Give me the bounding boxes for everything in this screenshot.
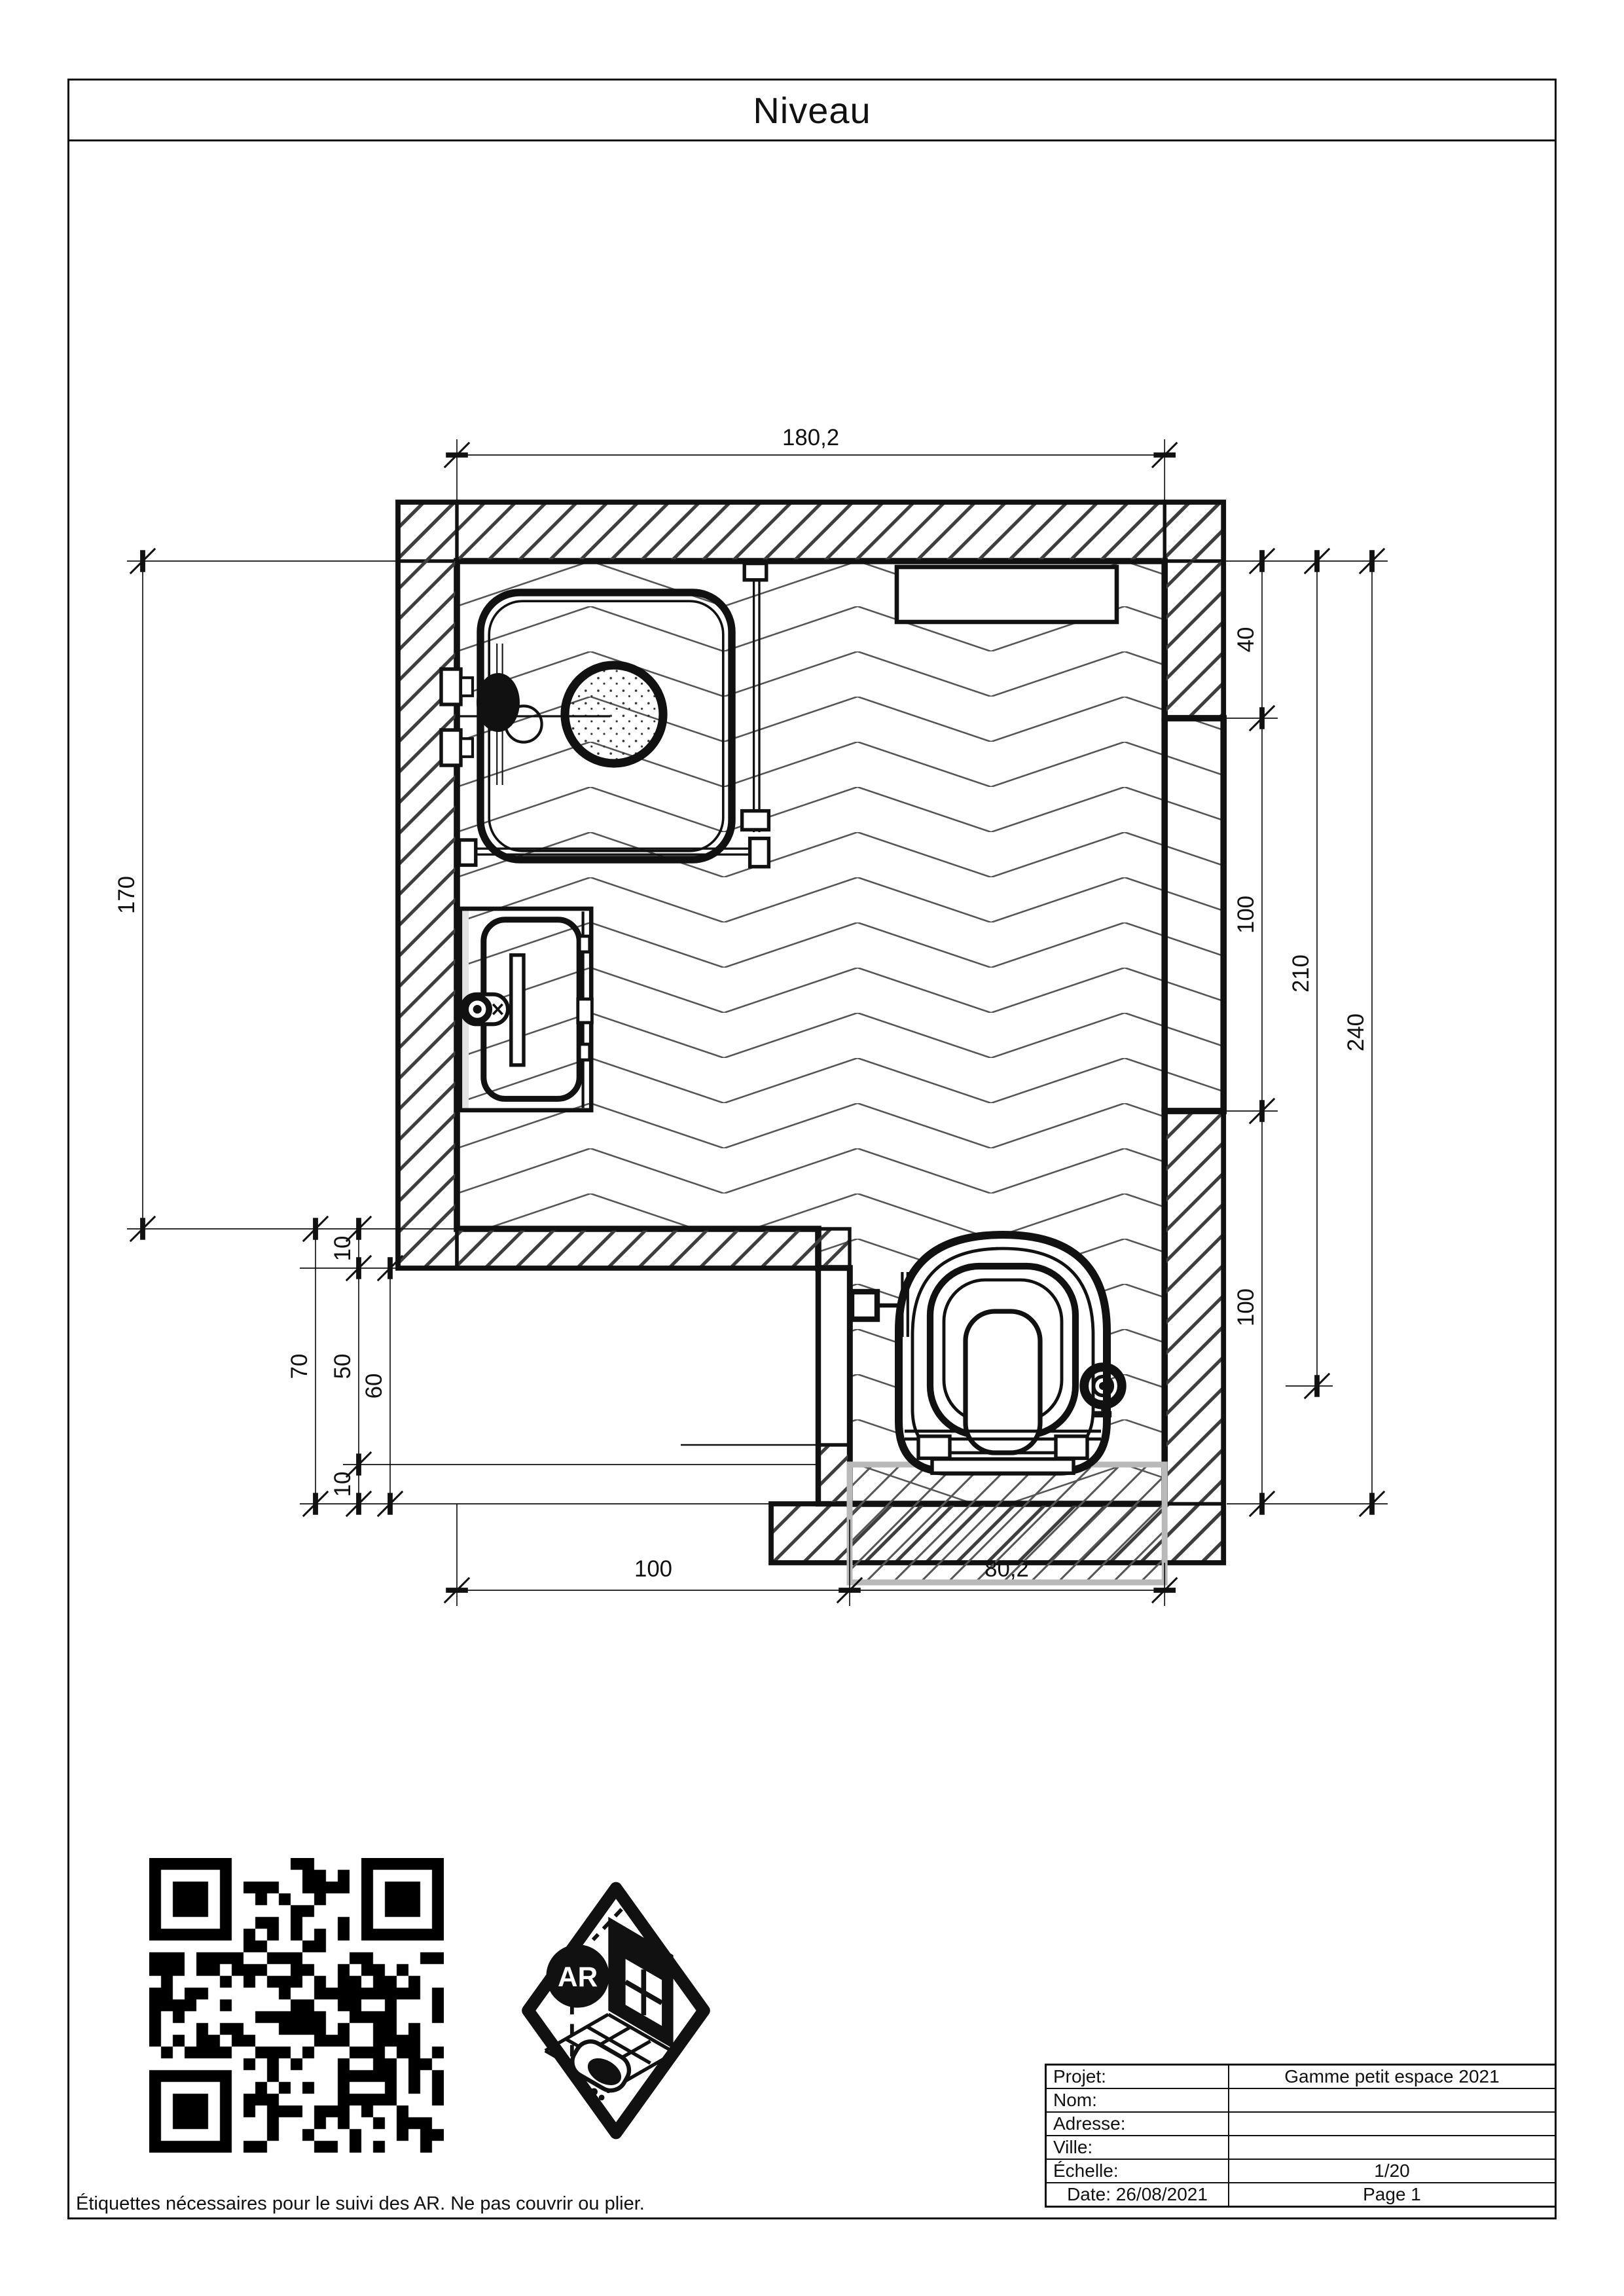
nom-value — [1229, 2088, 1556, 2112]
title-block-row-nom — [1046, 2088, 1556, 2112]
dim-bottom-left: 100 — [634, 1556, 673, 1582]
dim-left: 170 — [113, 875, 139, 915]
wall-left — [398, 502, 457, 1268]
dim-right-mid: 100 — [1233, 895, 1259, 934]
wall-lower-left — [457, 1229, 850, 1268]
footer-note: Étiquettes nécessaires pour le suivi des AR. Ne pas couvrir ou plier. — [76, 2193, 645, 2214]
ar-drip-2 — [599, 2094, 605, 2100]
nom-label: Nom: — [1046, 2088, 1229, 2112]
projet-value: Gamme petit espace 2021 — [1229, 2065, 1556, 2089]
ar-badge — [520, 1880, 712, 2141]
wall-top — [398, 502, 1223, 561]
dim-right-top: 40 — [1233, 627, 1259, 653]
adresse-value — [1229, 2112, 1556, 2136]
page-title: Niveau — [753, 89, 871, 131]
dim-top: 180,2 — [782, 425, 840, 450]
vanity-handle — [511, 955, 524, 1065]
toilet — [899, 1235, 1107, 1473]
echelle-label: Échelle: — [1046, 2159, 1229, 2183]
title-block — [1045, 2064, 1557, 2208]
dim-left-seg-top: 10 — [329, 1235, 355, 1262]
floor-plan — [84, 373, 1439, 1669]
title-block-row-echelle — [1046, 2159, 1556, 2183]
dim-bottom-right: 80,2 — [984, 1556, 1029, 1582]
dim-left-total: 70 — [286, 1353, 312, 1379]
wall-right-lower — [1164, 1111, 1223, 1563]
shower-drain — [565, 665, 663, 763]
ville-value — [1229, 2136, 1556, 2159]
page-number: Page 1 — [1229, 2183, 1556, 2207]
title-block-row-projet — [1046, 2065, 1556, 2089]
echelle-value: 1/20 — [1229, 2159, 1556, 2183]
projet-label: Projet: — [1046, 2065, 1229, 2089]
ar-drip-1 — [590, 2088, 598, 2096]
dim-left-seg-bot: 10 — [329, 1471, 355, 1497]
title-block-row-date-page — [1046, 2183, 1556, 2207]
wall-step-hatched — [818, 1445, 850, 1504]
ar-drip-3 — [606, 2088, 611, 2093]
title-bar — [67, 79, 1557, 141]
adresse-label: Adresse: — [1046, 2112, 1229, 2136]
dim-left-cum: 60 — [361, 1373, 387, 1399]
dim-right-total: 240 — [1343, 1013, 1369, 1052]
dim-left-seg-mid: 50 — [329, 1353, 355, 1379]
vanity-faucet — [461, 994, 508, 1025]
dim-right-inner-total: 210 — [1288, 954, 1314, 993]
qr-code — [149, 1858, 444, 2153]
ville-label: Ville: — [1046, 2136, 1229, 2159]
title-block-row-ville — [1046, 2136, 1556, 2159]
dim-right-bot: 100 — [1233, 1288, 1259, 1327]
date-value: Date: 26/08/2021 — [1046, 2183, 1229, 2207]
radiator — [897, 567, 1117, 622]
ar-label: AR — [558, 1961, 598, 1992]
title-block-row-adresse — [1046, 2112, 1556, 2136]
wall-right-upper — [1164, 502, 1223, 718]
